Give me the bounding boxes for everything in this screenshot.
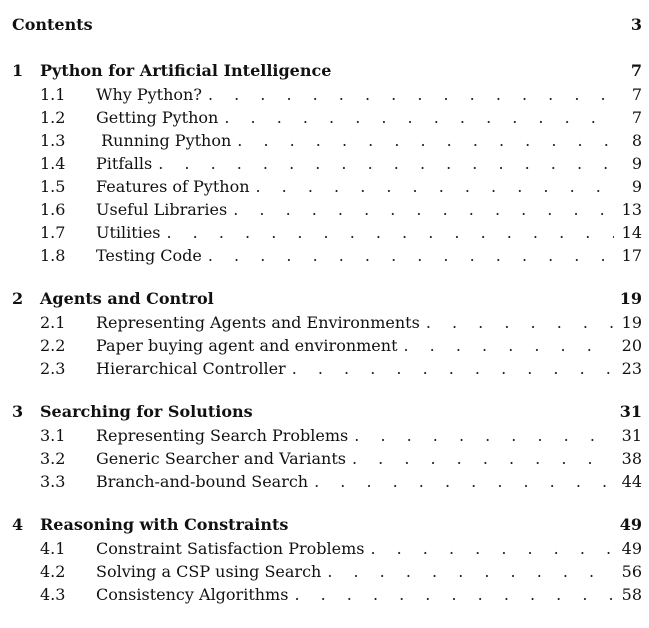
section-title: Hierarchical Controller — [96, 359, 286, 378]
chapter-number: 1 — [12, 61, 24, 80]
section-page-number: 9 — [631, 154, 642, 173]
chapter-entry[interactable] — [12, 289, 642, 313]
section-number: 3.3 — [40, 472, 66, 491]
section-entry[interactable] — [12, 472, 642, 495]
section-page-number: 7 — [631, 85, 642, 104]
section-number: 1.2 — [40, 108, 66, 127]
section-number: 3.2 — [40, 449, 66, 468]
section-number: 2.1 — [40, 313, 66, 332]
dot-leader — [292, 359, 614, 378]
chapter-number: 3 — [12, 402, 24, 421]
section-title: Generic Searcher and Variants — [96, 449, 346, 468]
chapter-list — [12, 61, 642, 608]
section-page-number: 44 — [621, 472, 642, 491]
section-page-number: 58 — [621, 585, 642, 604]
chapter-entry[interactable] — [12, 402, 642, 426]
chapter-title: Python for Artificial Intelligence — [40, 61, 332, 80]
section-number: 1.3 — [40, 131, 66, 150]
table-of-contents — [12, 15, 642, 628]
chapter-page-number: 31 — [619, 402, 642, 421]
chapter-block — [12, 402, 642, 495]
section-entry[interactable] — [12, 562, 642, 585]
section-title: Useful Libraries — [96, 200, 228, 219]
section-number: 4.2 — [40, 562, 66, 581]
section-number: 3.1 — [40, 426, 66, 445]
dot-leader — [294, 585, 614, 604]
section-title: Branch-and-bound Search — [96, 472, 309, 491]
section-number: 4.1 — [40, 539, 66, 558]
dot-leader — [237, 131, 614, 150]
chapter-number: 4 — [12, 515, 24, 534]
dot-leader — [256, 177, 615, 196]
section-number: 1.8 — [40, 246, 66, 265]
section-title: Pitfalls — [96, 154, 153, 173]
dot-leader — [233, 200, 614, 219]
chapter-block — [12, 515, 642, 608]
dot-leader — [224, 108, 614, 127]
dot-leader — [352, 449, 614, 468]
section-entry[interactable] — [12, 223, 642, 246]
section-page-number: 9 — [631, 177, 642, 196]
dot-leader — [354, 426, 614, 445]
section-page-number: 38 — [621, 449, 642, 468]
chapter-block — [12, 61, 642, 269]
chapter-title: Agents and Control — [40, 289, 214, 308]
chapter-page-number: 49 — [619, 515, 642, 534]
section-number: 1.1 — [40, 85, 66, 104]
section-entry[interactable] — [12, 359, 642, 382]
dot-leader — [327, 562, 614, 581]
section-page-number: 8 — [631, 131, 642, 150]
section-number: 2.2 — [40, 336, 66, 355]
section-title: Getting Python — [96, 108, 219, 127]
section-entry[interactable] — [12, 177, 642, 200]
section-title: Features of Python — [96, 177, 250, 196]
section-page-number: 17 — [621, 246, 642, 265]
section-title: Representing Search Problems — [96, 426, 349, 445]
section-entry[interactable] — [12, 426, 642, 449]
dot-leader — [208, 85, 614, 104]
section-entry[interactable] — [12, 585, 642, 608]
section-page-number: 19 — [621, 313, 642, 332]
section-title: Representing Agents and Environments — [96, 313, 420, 332]
section-title: Utilities — [96, 223, 161, 242]
section-entry[interactable] — [12, 246, 642, 269]
chapter-block — [12, 289, 642, 382]
section-entry[interactable] — [12, 313, 642, 336]
section-title: Testing Code — [96, 246, 202, 265]
chapter-title: Reasoning with Constraints — [40, 515, 289, 534]
section-title: Running Python — [96, 131, 232, 150]
section-number: 1.7 — [40, 223, 66, 242]
section-title: Paper buying agent and environment — [96, 336, 398, 355]
section-page-number: 20 — [621, 336, 642, 355]
chapter-entry[interactable] — [12, 515, 642, 539]
section-entry[interactable] — [12, 336, 642, 359]
section-page-number: 23 — [621, 359, 642, 378]
section-page-number: 14 — [621, 223, 642, 242]
dot-leader — [426, 313, 614, 332]
section-number: 4.3 — [40, 585, 66, 604]
dot-leader — [158, 154, 614, 173]
section-entry[interactable] — [12, 131, 642, 154]
contents-heading-row[interactable] — [12, 15, 642, 39]
section-title: Why Python? — [96, 85, 202, 104]
section-entry[interactable] — [12, 539, 642, 562]
section-title: Solving a CSP using Search — [96, 562, 322, 581]
contents-heading: Contents — [12, 15, 93, 34]
section-entry[interactable] — [12, 154, 642, 177]
dot-leader — [370, 539, 614, 558]
section-page-number: 56 — [621, 562, 642, 581]
section-entry[interactable] — [12, 85, 642, 108]
section-number: 1.4 — [40, 154, 66, 173]
section-entry[interactable] — [12, 449, 642, 472]
chapter-page-number: 19 — [619, 289, 642, 308]
section-number: 2.3 — [40, 359, 66, 378]
section-title: Constraint Satisfaction Problems — [96, 539, 365, 558]
dot-leader — [314, 472, 614, 491]
section-page-number: 49 — [621, 539, 642, 558]
contents-page-number: 3 — [630, 15, 642, 34]
dot-leader — [208, 246, 614, 265]
chapter-entry[interactable] — [12, 61, 642, 85]
section-entry[interactable] — [12, 200, 642, 223]
chapter-number: 2 — [12, 289, 24, 308]
chapter-page-number: 7 — [630, 61, 642, 80]
section-number: 1.5 — [40, 177, 66, 196]
section-page-number: 7 — [631, 108, 642, 127]
section-title: Consistency Algorithms — [96, 585, 289, 604]
section-entry[interactable] — [12, 108, 642, 131]
section-page-number: 13 — [621, 200, 642, 219]
dot-leader — [167, 223, 615, 242]
dot-leader — [404, 336, 615, 355]
section-number: 1.6 — [40, 200, 66, 219]
section-page-number: 31 — [621, 426, 642, 445]
chapter-title: Searching for Solutions — [40, 402, 253, 421]
